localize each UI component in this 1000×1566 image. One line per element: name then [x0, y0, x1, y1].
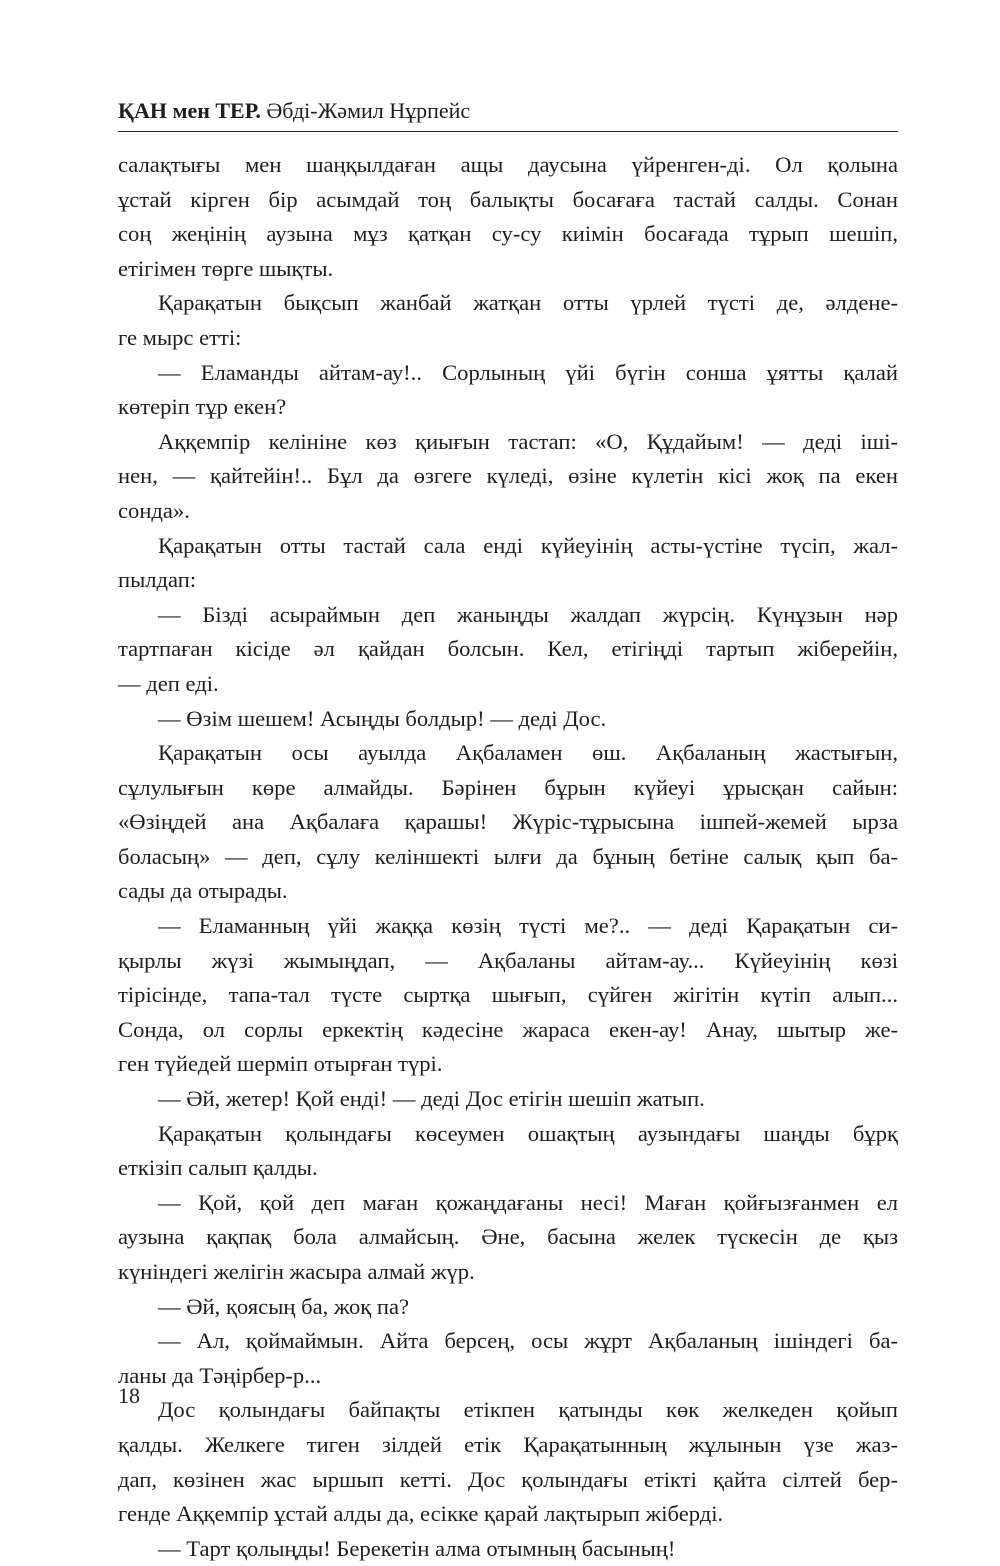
book-title: ҚАН мен ТЕР. [118, 98, 261, 123]
text-line: сұлулығын көре алмайды. Бәрінен бұрын күйеуі ұрысқан сайын: [118, 774, 898, 800]
text-line: етігімен төрге шықты. [118, 255, 334, 281]
running-head [118, 98, 898, 124]
text-line: салақтығы мен шаңқылдаған ащы даусына үйренген-ді. Ол қолына [118, 152, 898, 177]
text-line: ген түйедей шерміп отырған түрі. [118, 1051, 443, 1077]
text-line: Қарақатын бықсып жанбай жатқан отты үрлей түсті де, әлдене- [158, 290, 898, 316]
text-line: Қарақатын осы ауылда Ақбаламен өш. Ақбаланың жастығын, [158, 740, 898, 766]
text-line: — деп еді. [118, 670, 219, 696]
text-line: Қарақатын отты тастай сала енді күйеуінің асты-үстіне түсіп, жал- [158, 532, 898, 558]
header-divider [118, 131, 898, 132]
text-line: «Өзіңдей ана Ақбалаға қарашы! Жүріс-тұрысына ішпей-жемей ырза [118, 809, 898, 835]
text-line: — Еламанды айтам-ау!.. Сорлының үйі бүгін сонша ұятты қалай [158, 359, 898, 385]
text-line: — Ал, қоймаймын. Айта берсең, осы жұрт Ақбаланың ішіндегі ба- [158, 1328, 898, 1354]
text-line: сады да отырады. [118, 878, 288, 904]
text-line: ланы да Тәңірбер-р... [118, 1362, 322, 1388]
text-line: қалды. Желкеге тиген зілдей етік Қарақатынның жұлынын үзе жаз- [118, 1431, 898, 1457]
text-line: Аққемпір келініне көз қиығын тастап: «О, Құдайым! — деді іші- [158, 428, 898, 454]
text-line: — Әй, жетер! Қой енді! — деді Дос етігін шешіп жатып. [158, 1086, 705, 1112]
text-line: — Бізді асыраймын деп жаныңды жалдап жүрсің. Күнұзын нәр [158, 601, 898, 627]
text-line: ге мырс етті: [118, 324, 242, 350]
text-line: — Тарт қолыңды! Берекетін алма отымның басының! [158, 1535, 676, 1561]
text-line: көтеріп тұр екен? [118, 394, 287, 420]
page-number: 18 [118, 1383, 140, 1408]
text-line: ұстай кірген бір асымдай тоң балықты босағаға тастай салды. Сонан [118, 186, 898, 212]
text-line: қырлы жүзі жымыңдап, — Ақбаланы айтам-ау... Күйеуінің көзі [118, 947, 898, 973]
text-line: — Еламанның үйі жаққа көзің түсті ме?.. — деді Қарақатын си- [158, 913, 898, 939]
text-line: пылдап: [118, 567, 197, 593]
text-line: соң жеңінің аузына мұз қатқан су-су киімін босағада тұрып шешіп, [118, 221, 898, 247]
text-line: генде Аққемпір ұстай алды да, есікке қарай лақтырып жіберді. [118, 1501, 724, 1527]
text-line: — Әй, қоясың ба, жоқ па? [158, 1293, 410, 1319]
author-name: Әбді-Жәмил Нұрпейс [266, 98, 471, 123]
text-line: боласың» — деп, сұлу келіншекті ылғи да бұның бетіне салық қып ба- [118, 843, 898, 869]
text-line: — Қой, қой деп маған қожаңдағаны несі! Маған қойғызғанмен ел [158, 1189, 898, 1215]
text-line: — Өзім шешем! Асыңды болдыр! — деді Дос. [158, 705, 607, 731]
text-line: еткізіп салып қалды. [118, 1155, 318, 1181]
text-line: Сонда, ол сорлы еркектің кәдесіне жараса екен-ау! Анау, шытыр же- [118, 1016, 898, 1042]
text-line: тірісінде, тапа-тал түсте сыртқа шығып, сүйген жігітін күтіп алып... [118, 982, 898, 1008]
text-line: Қарақатын қолындағы көсеумен ошақтың аузындағы шаңды бұрқ [158, 1120, 898, 1146]
text-line: дап, көзінен жас ыршып кетті. Дос қолындағы етікті қайта сілтей бер- [118, 1466, 898, 1492]
body-text [118, 148, 898, 1566]
text-line: сонда». [118, 497, 190, 523]
text-line: аузына қақпақ бола алмайсың. Әне, басына желек түскесін де қыз [118, 1224, 898, 1250]
text-line: тартпаған кісіде әл қайдан болсын. Кел, етігіңді тартып жіберейін, [118, 636, 898, 662]
text-line: нен, — қайтейін!.. Бұл да өзгеге күледі, өзіне күлетін кісі жоқ па екен [118, 463, 898, 489]
text-line: күніндегі желігін жасыра алмай жүр. [118, 1259, 475, 1284]
text-line: Дос қолындағы байпақты етікпен қатынды көк желкеден қойып [158, 1397, 898, 1423]
